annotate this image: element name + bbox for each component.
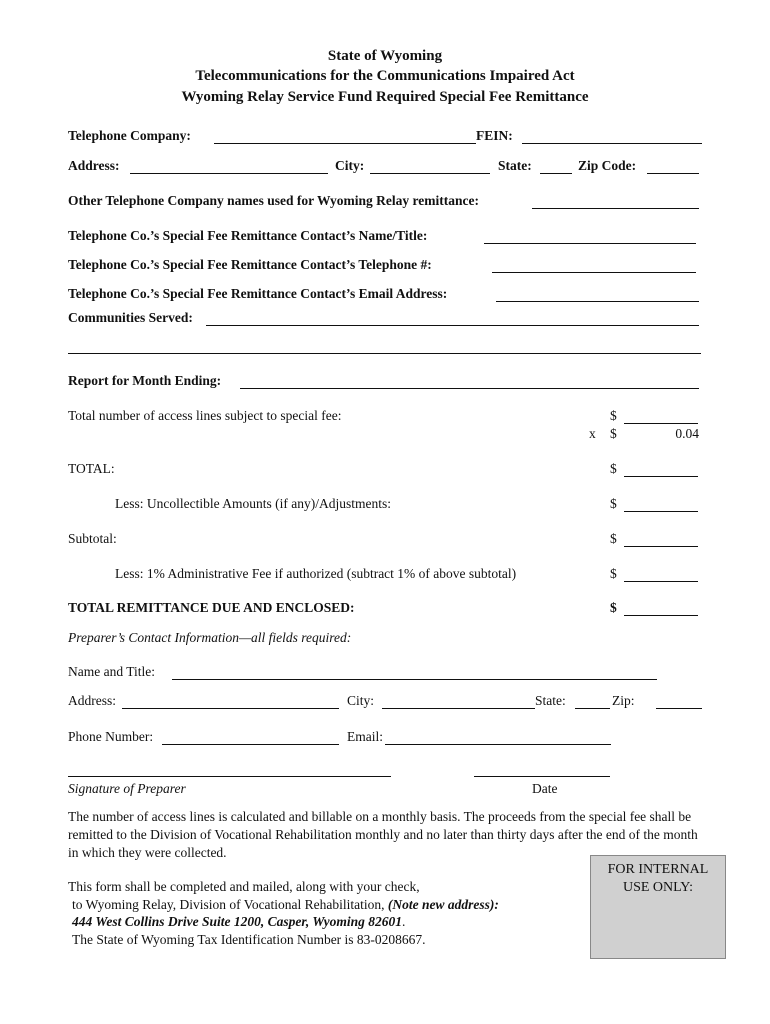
rate-currency: $ xyxy=(610,426,617,441)
contact-email-field[interactable] xyxy=(496,301,699,302)
preparer-city-field[interactable] xyxy=(382,708,535,709)
billing-explanation-paragraph: The number of access lines is calculated and billable on a monthly basis. The proceeds from the special fee shall be remitted to the Division of Vocational Rehabilitation monthly and no later than thirty days after the end of the month in which they were collected. xyxy=(68,809,698,860)
total-remittance-label: TOTAL REMITTANCE DUE AND ENCLOSED: xyxy=(68,600,355,615)
admin-fee-field[interactable] xyxy=(624,581,698,582)
preparer-state-field[interactable] xyxy=(575,708,610,709)
report-month-ending-label: Report for Month Ending: xyxy=(68,373,222,388)
contact-telephone-field[interactable] xyxy=(492,272,696,273)
communities-served-field[interactable] xyxy=(206,325,699,326)
uncollectible-field[interactable] xyxy=(624,511,698,512)
subtotal-field[interactable] xyxy=(624,546,698,547)
date-label: Date xyxy=(532,781,558,796)
contact-email-label: Telephone Co.’s Special Fee Remittance Contact’s Email Address: xyxy=(68,286,448,301)
mail-instructions-line-1: This form shall be completed and mailed, along with your check, xyxy=(68,879,420,894)
access-lines-currency: $ xyxy=(610,408,617,423)
state-label: State: xyxy=(498,158,532,173)
zip-code-field[interactable] xyxy=(647,173,699,174)
signature-label: Signature of Preparer xyxy=(68,781,186,796)
preparer-email-field[interactable] xyxy=(385,744,611,745)
new-address-note: (Note new address): xyxy=(387,897,499,912)
telephone-company-field[interactable] xyxy=(214,143,476,144)
internal-use-label: FOR INTERNAL USE ONLY: xyxy=(607,862,709,895)
total-label: TOTAL: xyxy=(68,461,115,476)
preparer-state-label: State: xyxy=(535,693,566,708)
uncollectible-currency: $ xyxy=(610,496,617,511)
address-label: Address: xyxy=(68,158,120,173)
mailing-address-line xyxy=(72,914,405,930)
other-company-names-field[interactable] xyxy=(532,208,699,209)
preparer-info-heading: Preparer’s Contact Information—all fields required: xyxy=(68,630,352,645)
city-field[interactable] xyxy=(370,173,490,174)
subtotal-label: Subtotal: xyxy=(68,531,117,546)
mail-recipient-text: to Wyoming Relay, Division of Vocational Rehabilitation, xyxy=(72,897,385,912)
multiplier-sign: x xyxy=(589,426,596,441)
total-currency: $ xyxy=(610,461,617,476)
report-month-ending-field[interactable] xyxy=(240,388,699,389)
other-company-names-label: Other Telephone Company names used for Wyoming Relay remittance: xyxy=(68,193,479,208)
state-field[interactable] xyxy=(540,173,572,174)
preparer-zip-label: Zip: xyxy=(612,693,635,708)
preparer-zip-field[interactable] xyxy=(656,708,702,709)
subtotal-currency: $ xyxy=(610,531,617,546)
address-field[interactable] xyxy=(130,173,328,174)
mailing-address-period: . xyxy=(402,914,406,929)
communities-served-label: Communities Served: xyxy=(68,310,193,325)
contact-name-title-label: Telephone Co.’s Special Fee Remittance Contact’s Name/Title: xyxy=(68,228,428,243)
preparer-name-title-field[interactable] xyxy=(172,679,657,680)
form-title-line-1: State of Wyoming xyxy=(327,48,443,64)
fein-field[interactable] xyxy=(522,143,702,144)
admin-fee-currency: $ xyxy=(610,566,617,581)
contact-telephone-label: Telephone Co.’s Special Fee Remittance Contact’s Telephone #: xyxy=(68,257,432,272)
internal-use-box xyxy=(590,855,726,959)
access-lines-label: Total number of access lines subject to special fee: xyxy=(68,408,342,423)
preparer-phone-field[interactable] xyxy=(162,744,339,745)
date-field[interactable] xyxy=(474,776,610,777)
zip-code-label: Zip Code: xyxy=(578,158,637,173)
preparer-name-title-label: Name and Title: xyxy=(68,664,155,679)
mail-instructions-line-2 xyxy=(72,897,499,913)
total-remittance-field[interactable] xyxy=(624,615,698,616)
preparer-address-label: Address: xyxy=(68,693,116,708)
form-title-line-3: Wyoming Relay Service Fund Required Special Fee Remittance xyxy=(181,89,589,105)
mailing-address: 444 West Collins Drive Suite 1200, Casper, Wyoming 82601 xyxy=(72,914,403,929)
signature-field[interactable] xyxy=(68,776,391,777)
less-admin-fee-label: Less: 1% Administrative Fee if authorized (subtract 1% of above subtotal) xyxy=(115,566,517,581)
contact-name-title-field[interactable] xyxy=(484,243,696,244)
preparer-phone-label: Phone Number: xyxy=(68,729,154,744)
access-lines-field[interactable] xyxy=(624,423,698,424)
total-field[interactable] xyxy=(624,476,698,477)
tax-id-line: The State of Wyoming Tax Identification Number is 83-0208667. xyxy=(72,932,426,947)
communities-served-field-line-2[interactable] xyxy=(68,353,701,354)
total-remittance-currency: $ xyxy=(610,600,617,615)
preparer-email-label: Email: xyxy=(347,729,383,744)
preparer-city-label: City: xyxy=(347,693,375,708)
preparer-address-field[interactable] xyxy=(122,708,339,709)
less-uncollectible-label: Less: Uncollectible Amounts (if any)/Adjustments: xyxy=(115,496,391,511)
form-title-line-2: Telecommunications for the Communications Impaired Act xyxy=(195,68,575,84)
fein-label: FEIN: xyxy=(476,128,513,143)
telephone-company-label: Telephone Company: xyxy=(68,128,191,143)
rate-value: 0.04 xyxy=(675,426,699,441)
city-label: City: xyxy=(335,158,365,173)
